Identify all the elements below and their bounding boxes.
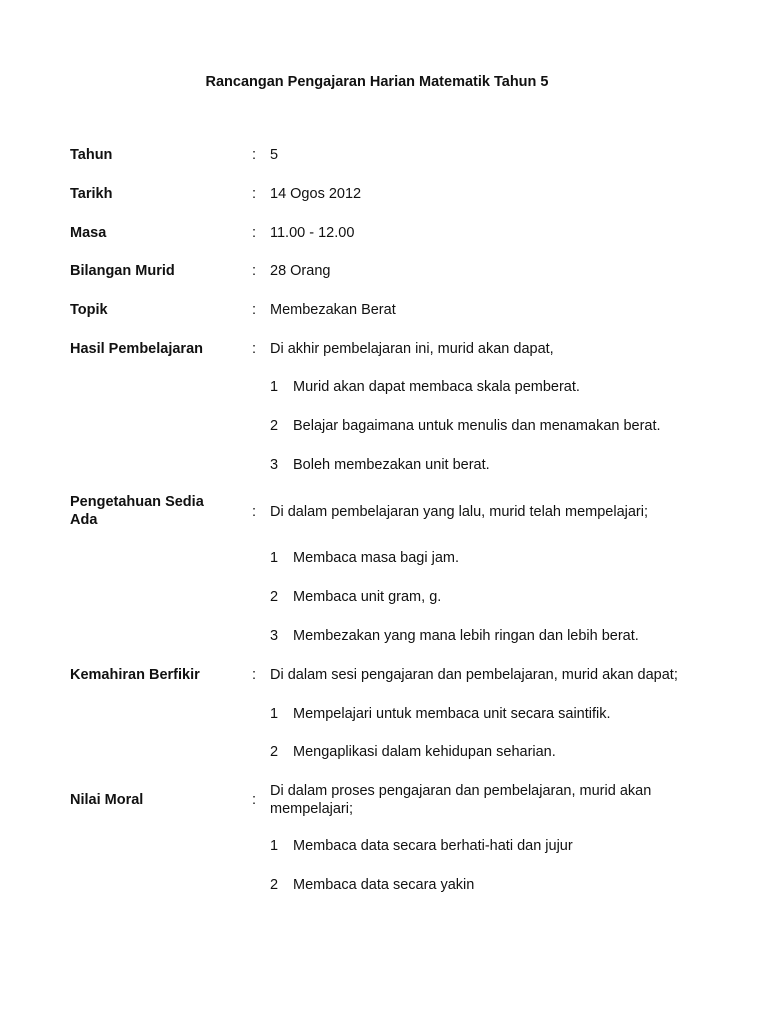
list-item-text: Membaca data secara berhati-hati dan jujur — [293, 838, 573, 854]
list-item-number: 1 — [270, 706, 279, 722]
field-value: Di akhir pembelajaran ini, murid akan dapat, — [270, 341, 554, 357]
field-label-line: Pengetahuan Sedia — [70, 494, 204, 510]
list-item-number: 3 — [270, 628, 279, 644]
list-item — [270, 837, 740, 855]
field-label: Tahun — [70, 147, 113, 163]
field-label: Masa — [70, 225, 107, 241]
field-label: Hasil Pembelajaran — [70, 341, 203, 357]
list-item-text: Membezakan yang mana lebih ringan dan lebih berat. — [293, 628, 639, 644]
list-item — [270, 417, 740, 435]
field-label: Kemahiran Berfikir — [70, 667, 200, 683]
field-value: 28 Orang — [270, 263, 331, 279]
list-item-text: Membaca unit gram, g. — [293, 589, 442, 605]
colon-separator: : — [252, 667, 257, 683]
list-item — [270, 705, 740, 723]
field-value: 14 Ogos 2012 — [270, 186, 362, 202]
list-item-number: 3 — [270, 457, 279, 473]
list-item-number: 2 — [270, 877, 279, 893]
list-item-number: 2 — [270, 589, 279, 605]
list-item-text: Membaca masa bagi jam. — [293, 550, 460, 566]
field-value-line: Di dalam proses pengajaran dan pembelajaran, murid akan — [270, 783, 652, 799]
list-item — [270, 378, 740, 396]
colon-separator: : — [252, 302, 257, 318]
field-value-line: mempelajari; — [270, 801, 353, 817]
list-item — [270, 876, 740, 894]
colon-separator: : — [252, 504, 257, 520]
field-label: Bilangan Murid — [70, 263, 175, 279]
colon-separator: : — [252, 341, 257, 357]
list-item-text: Mempelajari untuk membaca unit secara saintifik. — [293, 706, 611, 722]
list-item-text: Murid akan dapat membaca skala pemberat. — [293, 379, 580, 395]
field-label: Nilai Moral — [70, 792, 144, 808]
field-value: 5 — [270, 147, 279, 163]
colon-separator: : — [252, 147, 257, 163]
colon-separator: : — [252, 225, 257, 241]
colon-separator: : — [252, 186, 257, 202]
list-item-number: 1 — [270, 379, 279, 395]
list-item-text: Boleh membezakan unit berat. — [293, 457, 490, 473]
field-value: Di dalam sesi pengajaran dan pembelajaran, murid akan dapat; — [270, 667, 678, 683]
field-value — [270, 782, 740, 818]
list-item-number: 2 — [270, 744, 279, 760]
list-item-text: Belajar bagaimana untuk menulis dan menamakan berat. — [293, 418, 661, 434]
list-item-number: 1 — [270, 550, 279, 566]
list-item — [270, 549, 740, 567]
field-label-line: Ada — [70, 512, 98, 528]
list-item-text: Membaca data secara yakin — [293, 877, 475, 893]
field-value: Di dalam pembelajaran yang lalu, murid telah mempelajari; — [270, 504, 648, 520]
field-label — [70, 493, 250, 529]
field-value: 11.00 - 12.00 — [270, 225, 355, 241]
list-item — [270, 743, 740, 761]
list-item-number: 1 — [270, 838, 279, 854]
list-item-text: Mengaplikasi dalam kehidupan seharian. — [293, 744, 556, 760]
list-item-number: 2 — [270, 418, 279, 434]
field-label: Topik — [70, 302, 108, 318]
colon-separator: : — [252, 792, 257, 808]
field-label: Tarikh — [70, 186, 113, 202]
document-title: Rancangan Pengajaran Harian Matematik Tahun 5 — [205, 74, 549, 90]
field-value: Membezakan Berat — [270, 302, 396, 318]
list-item — [270, 588, 740, 606]
list-item — [270, 456, 740, 474]
list-item — [270, 627, 740, 645]
colon-separator: : — [252, 263, 257, 279]
